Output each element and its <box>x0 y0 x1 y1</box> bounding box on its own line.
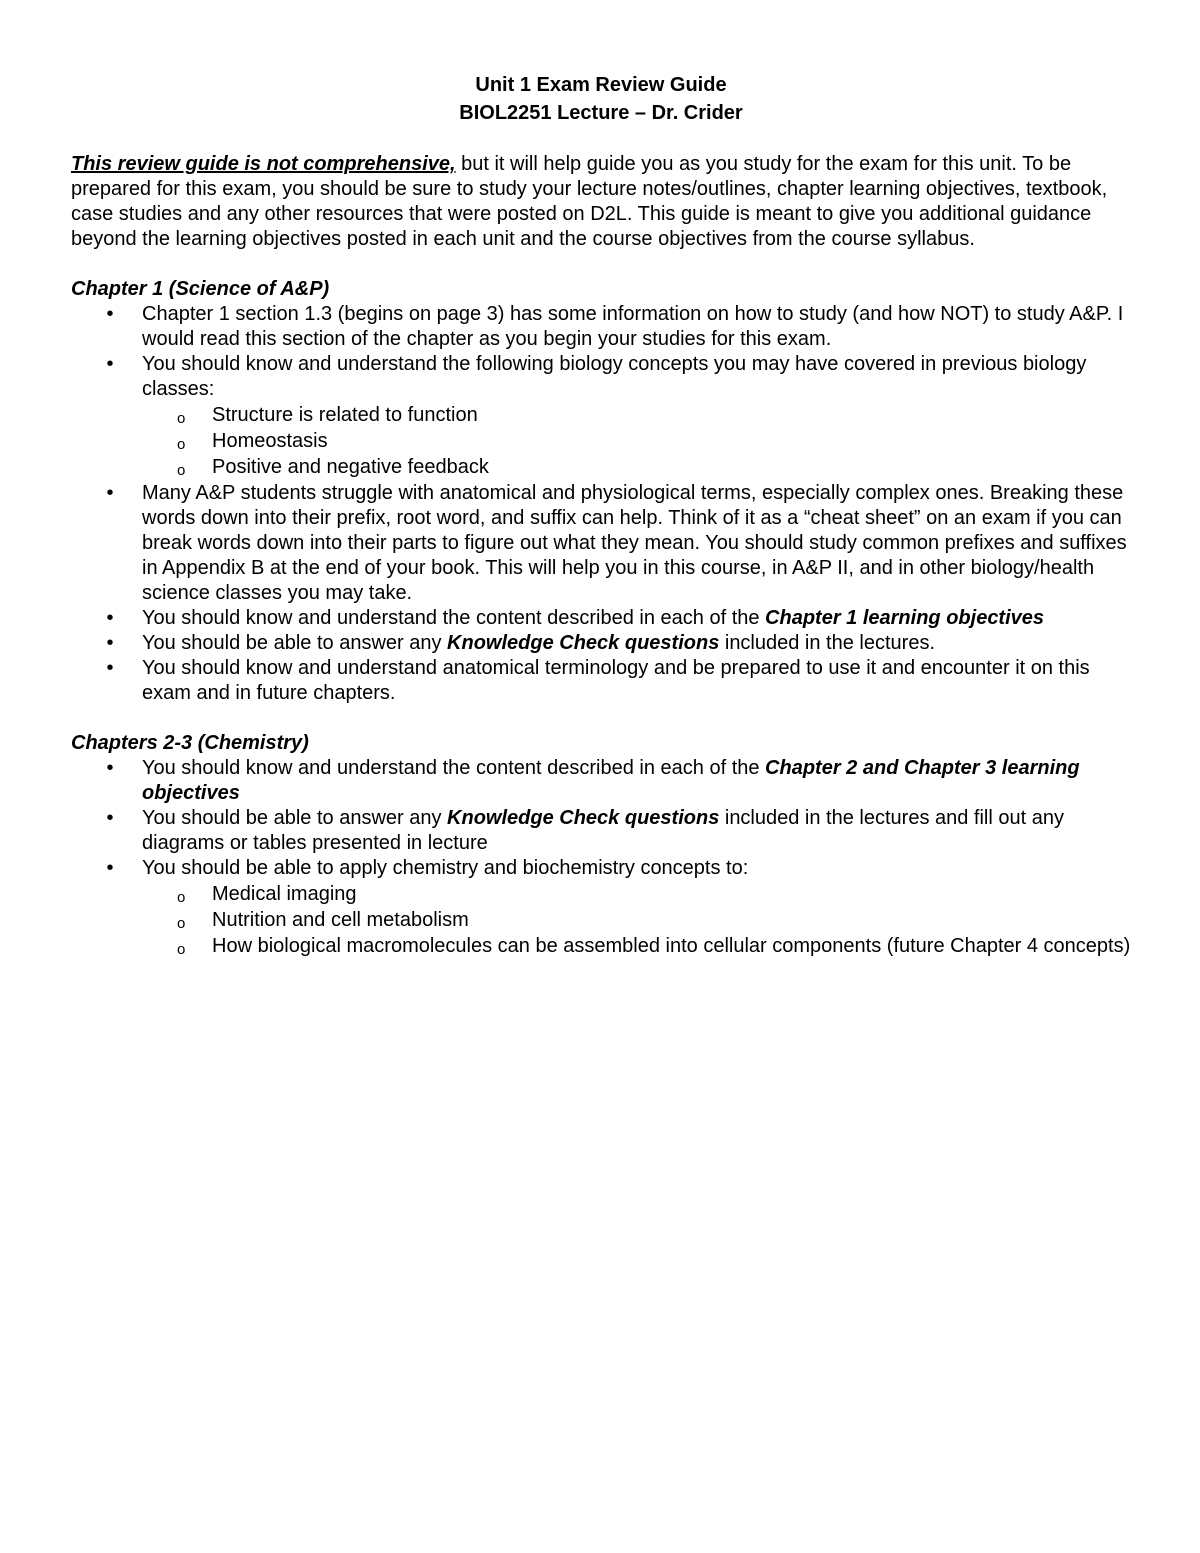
sub-bullet-icon: o <box>177 889 186 906</box>
chapter-1-heading: Chapter 1 (Science of A&P) <box>71 278 330 300</box>
title-line-1: Unit 1 Exam Review Guide <box>475 74 727 96</box>
intro-paragraph <box>71 152 1131 252</box>
sub-list-item <box>142 455 1131 480</box>
bullet-emphasis: Chapter 1 learning objectives <box>765 607 1045 629</box>
sub-bullet-icon: o <box>177 410 186 427</box>
bullet-icon: • <box>106 757 114 779</box>
applications-sublist <box>142 882 1131 959</box>
document-title <box>71 71 1131 127</box>
chapter-1-list <box>71 302 1131 706</box>
bullet-icon: • <box>106 607 114 629</box>
bullet-icon: • <box>106 353 114 375</box>
bullet-text: You should be able to answer any <box>142 807 448 829</box>
list-item <box>71 481 1131 606</box>
bullet-icon: • <box>106 303 114 325</box>
intro-lead: This review guide is not comprehensive, <box>71 153 456 175</box>
list-item <box>71 352 1131 480</box>
intro-text: but it will help guide you as you study for the exam for this unit. To be prepared for this exam, you should be sure to study your lecture notes/outlines, chapter learning objectives, textbook, case studies and any other resources that were posted on D2L. This guide is meant to give you additional guidance beyond the learning objectives posted in each unit and the course objectives from the course syllabus. <box>71 153 1108 250</box>
list-item <box>71 606 1131 631</box>
sub-list-item <box>142 403 1131 428</box>
sub-list-item <box>142 934 1131 959</box>
sub-bullet-icon: o <box>177 941 186 958</box>
sub-bullet-text: Positive and negative feedback <box>212 456 489 478</box>
list-item <box>71 806 1131 856</box>
concepts-sublist <box>142 403 1131 480</box>
bullet-emphasis: Knowledge Check questions <box>447 632 720 654</box>
bullet-emphasis: Chapter 2 and Chapter 3 learning objectives <box>142 757 1080 804</box>
sub-bullet-icon: o <box>177 915 186 932</box>
bullet-text: You should be able to answer any <box>142 632 448 654</box>
sub-list-item <box>142 429 1131 454</box>
sub-bullet-icon: o <box>177 436 186 453</box>
sub-bullet-text: Nutrition and cell metabolism <box>212 909 469 931</box>
bullet-text: Chapter 1 section 1.3 (begins on page 3) has some information on how to study (and how NOT) to study A&P. I would read this section of the chapter as you begin your studies for this exam. <box>142 303 1124 350</box>
list-item <box>71 302 1131 352</box>
bullet-text: You should know and understand the content described in each of the <box>142 607 766 629</box>
bullet-icon: • <box>106 632 114 654</box>
bullet-text-end: included in the lectures and fill out any diagrams or tables presented in lecture <box>142 807 1064 854</box>
sub-list-item <box>142 908 1131 933</box>
bullet-icon: • <box>106 857 114 879</box>
sub-bullet-text: Homeostasis <box>212 430 328 452</box>
sub-bullet-icon: o <box>177 462 186 479</box>
title-line-2: BIOL2251 Lecture – Dr. Crider <box>459 102 743 124</box>
bullet-text-end: included in the lectures. <box>719 632 935 654</box>
sub-bullet-text: Medical imaging <box>212 883 357 905</box>
bullet-icon: • <box>106 482 114 504</box>
bullet-icon: • <box>106 657 114 679</box>
bullet-text: You should know and understand the following biology concepts you may have covered in previous biology classes: <box>142 353 1087 400</box>
sub-bullet-text: How biological macromolecules can be assembled into cellular components (future Chapter 4 concepts) <box>212 935 1131 957</box>
bullet-text: Many A&P students struggle with anatomical and physiological terms, especially complex ones. Breaking these words down into their prefix, root word, and suffix can help. Think of it as a “cheat sheet” on an exam if you can break words down into their parts to figure out what they mean. You should study common prefixes and suffixes in Appendix B at the end of your book. This will help you in this course, in A&P II, and in other biology/health science classes you may take. <box>142 482 1127 604</box>
chapter-1-section <box>71 277 1131 706</box>
bullet-text: You should know and understand the content described in each of the <box>142 757 766 779</box>
bullet-text: You should be able to apply chemistry and biochemistry concepts to: <box>142 857 749 879</box>
chapter-2-3-heading: Chapters 2-3 (Chemistry) <box>71 732 309 754</box>
document-body <box>71 71 1131 984</box>
list-item <box>71 856 1131 959</box>
bullet-emphasis: Knowledge Check questions <box>447 807 720 829</box>
chapter-2-3-list <box>71 756 1131 959</box>
list-item <box>71 756 1131 806</box>
bullet-icon: • <box>106 807 114 829</box>
list-item <box>71 656 1131 706</box>
list-item <box>71 631 1131 656</box>
bullet-text: You should know and understand anatomical terminology and be prepared to use it and encounter it on this exam and in future chapters. <box>142 657 1090 704</box>
sub-bullet-text: Structure is related to function <box>212 404 478 426</box>
sub-list-item <box>142 882 1131 907</box>
chapter-2-3-section <box>71 731 1131 959</box>
